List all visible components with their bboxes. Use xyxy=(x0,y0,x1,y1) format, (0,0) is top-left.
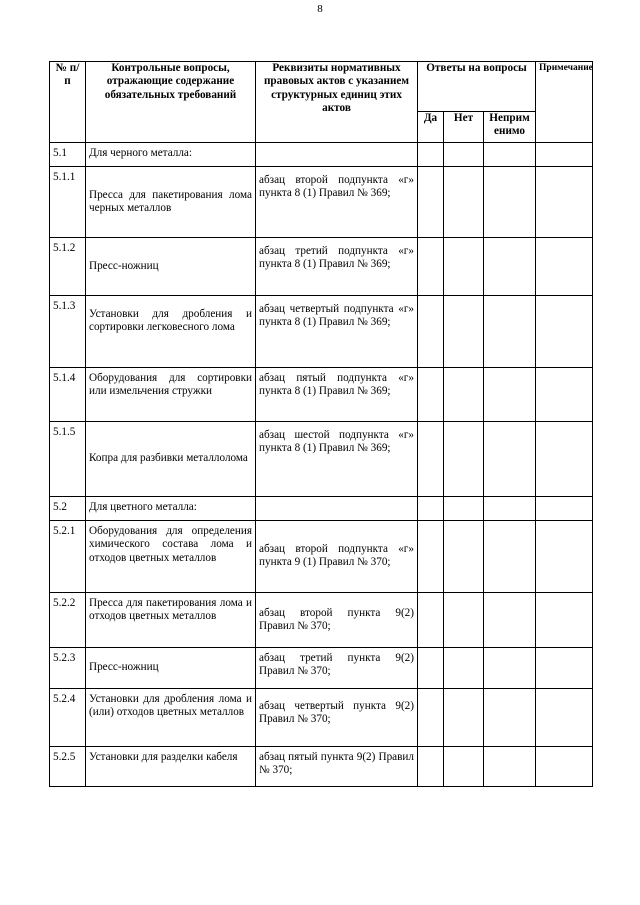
row-number: 5.1.3 xyxy=(50,296,86,368)
answer-na-cell[interactable] xyxy=(484,238,536,296)
notes-cell[interactable] xyxy=(536,747,593,787)
answer-no-cell[interactable] xyxy=(444,648,484,689)
answer-no-cell[interactable] xyxy=(444,689,484,747)
row-question: Для цветного металла: xyxy=(86,497,256,521)
notes-cell[interactable] xyxy=(536,521,593,593)
notes-cell[interactable] xyxy=(536,648,593,689)
answer-yes-cell[interactable] xyxy=(418,368,444,422)
row-question: Оборудования для определения химического состава лома и отходов цветных металлов xyxy=(86,521,256,593)
row-reference: абзац третий пункта 9(2) Правил № 370; xyxy=(256,648,418,689)
row-reference: абзац пятый пункта 9(2) Правил № 370; xyxy=(256,747,418,787)
page-number: 8 xyxy=(317,3,323,15)
row-number: 5.2.5 xyxy=(50,747,86,787)
notes-cell[interactable] xyxy=(536,689,593,747)
table-row xyxy=(50,689,593,747)
notes-cell[interactable] xyxy=(536,143,593,167)
table-row xyxy=(50,143,593,167)
checklist-table xyxy=(49,61,593,787)
header-yes: Да xyxy=(418,112,444,143)
header-na: Неприм енимо xyxy=(484,112,536,143)
table-row xyxy=(50,422,593,497)
answer-yes-cell[interactable] xyxy=(418,497,444,521)
row-question: Пресса для пакетирования лома и отходов цветных металлов xyxy=(86,593,256,648)
row-reference: абзац шестой подпункта «г» пункта 8 (1) Правил № 369; xyxy=(256,422,418,497)
header-questions: Контрольные вопросы, отражающие содержание обязательных требований xyxy=(86,62,256,143)
row-number: 5.2.3 xyxy=(50,648,86,689)
row-question: Установки для дробления лома и (или) отходов цветных металлов xyxy=(86,689,256,747)
row-number: 5.1 xyxy=(50,143,86,167)
answer-no-cell[interactable] xyxy=(444,521,484,593)
answer-no-cell[interactable] xyxy=(444,497,484,521)
answer-yes-cell[interactable] xyxy=(418,747,444,787)
row-number: 5.1.2 xyxy=(50,238,86,296)
answer-yes-cell[interactable] xyxy=(418,593,444,648)
answer-na-cell[interactable] xyxy=(484,593,536,648)
notes-cell[interactable] xyxy=(536,422,593,497)
row-number: 5.2.4 xyxy=(50,689,86,747)
answer-yes-cell[interactable] xyxy=(418,648,444,689)
row-question: Установки для дробления и сортировки легковесного лома xyxy=(86,296,256,368)
table-row xyxy=(50,238,593,296)
answer-na-cell[interactable] xyxy=(484,143,536,167)
table-row xyxy=(50,296,593,368)
answer-yes-cell[interactable] xyxy=(418,689,444,747)
notes-cell[interactable] xyxy=(536,497,593,521)
answer-yes-cell[interactable] xyxy=(418,143,444,167)
row-question: Пресс-ножниц xyxy=(86,648,256,689)
header-refs: Реквизиты нормативных правовых актов с указанием структурных единиц этих актов xyxy=(256,62,418,143)
table-row xyxy=(50,747,593,787)
table-row xyxy=(50,593,593,648)
row-question: Пресс-ножниц xyxy=(86,238,256,296)
row-reference: абзац четвертый пункта 9(2) Правил № 370; xyxy=(256,689,418,747)
answer-na-cell[interactable] xyxy=(484,167,536,238)
row-question: Для черного металла: xyxy=(86,143,256,167)
row-reference: абзац второй пункта 9(2) Правил № 370; xyxy=(256,593,418,648)
table-row xyxy=(50,368,593,422)
answer-na-cell[interactable] xyxy=(484,521,536,593)
answer-yes-cell[interactable] xyxy=(418,238,444,296)
answer-yes-cell[interactable] xyxy=(418,521,444,593)
answer-no-cell[interactable] xyxy=(444,167,484,238)
row-reference: абзац четвертый подпункта «г» пункта 8 (1) Правил № 369; xyxy=(256,296,418,368)
answer-no-cell[interactable] xyxy=(444,296,484,368)
answer-yes-cell[interactable] xyxy=(418,422,444,497)
answer-na-cell[interactable] xyxy=(484,497,536,521)
answer-na-cell[interactable] xyxy=(484,296,536,368)
answer-no-cell[interactable] xyxy=(444,238,484,296)
row-number: 5.1.4 xyxy=(50,368,86,422)
table-row xyxy=(50,648,593,689)
row-question: Установки для разделки кабеля xyxy=(86,747,256,787)
row-number: 5.1.5 xyxy=(50,422,86,497)
answer-no-cell[interactable] xyxy=(444,747,484,787)
answer-na-cell[interactable] xyxy=(484,689,536,747)
row-question: Оборудования для сортировки или измельчения стружки xyxy=(86,368,256,422)
row-number: 5.2 xyxy=(50,497,86,521)
row-reference: абзац второй подпункта «г» пункта 9 (1) Правил № 370; xyxy=(256,521,418,593)
answer-na-cell[interactable] xyxy=(484,422,536,497)
answer-no-cell[interactable] xyxy=(444,143,484,167)
notes-cell[interactable] xyxy=(536,296,593,368)
answer-na-cell[interactable] xyxy=(484,747,536,787)
answer-no-cell[interactable] xyxy=(444,422,484,497)
header-no: Нет xyxy=(444,112,484,143)
header-answers: Ответы на вопросы xyxy=(418,62,536,112)
row-number: 5.1.1 xyxy=(50,167,86,238)
row-number: 5.2.2 xyxy=(50,593,86,648)
answer-yes-cell[interactable] xyxy=(418,296,444,368)
answer-no-cell[interactable] xyxy=(444,368,484,422)
row-reference xyxy=(256,143,418,167)
row-question: Копра для разбивки металлолома xyxy=(86,422,256,497)
notes-cell[interactable] xyxy=(536,368,593,422)
header-notes: Примечание xyxy=(536,62,593,143)
row-question: Пресса для пакетирования лома черных металлов xyxy=(86,167,256,238)
answer-na-cell[interactable] xyxy=(484,648,536,689)
table-row xyxy=(50,521,593,593)
table-row xyxy=(50,497,593,521)
row-reference: абзац пятый подпункта «г» пункта 8 (1) Правил № 369; xyxy=(256,368,418,422)
row-reference: абзац второй подпункта «г» пункта 8 (1) Правил № 369; xyxy=(256,167,418,238)
notes-cell[interactable] xyxy=(536,593,593,648)
row-reference xyxy=(256,497,418,521)
table-row xyxy=(50,167,593,238)
notes-cell[interactable] xyxy=(536,238,593,296)
row-number: 5.2.1 xyxy=(50,521,86,593)
answer-na-cell[interactable] xyxy=(484,368,536,422)
answer-yes-cell[interactable] xyxy=(418,167,444,238)
header-num: № п/п xyxy=(50,62,86,143)
answer-no-cell[interactable] xyxy=(444,593,484,648)
notes-cell[interactable] xyxy=(536,167,593,238)
table-header-row xyxy=(50,62,593,112)
row-reference: абзац третий подпункта «г» пункта 8 (1) Правил № 369; xyxy=(256,238,418,296)
